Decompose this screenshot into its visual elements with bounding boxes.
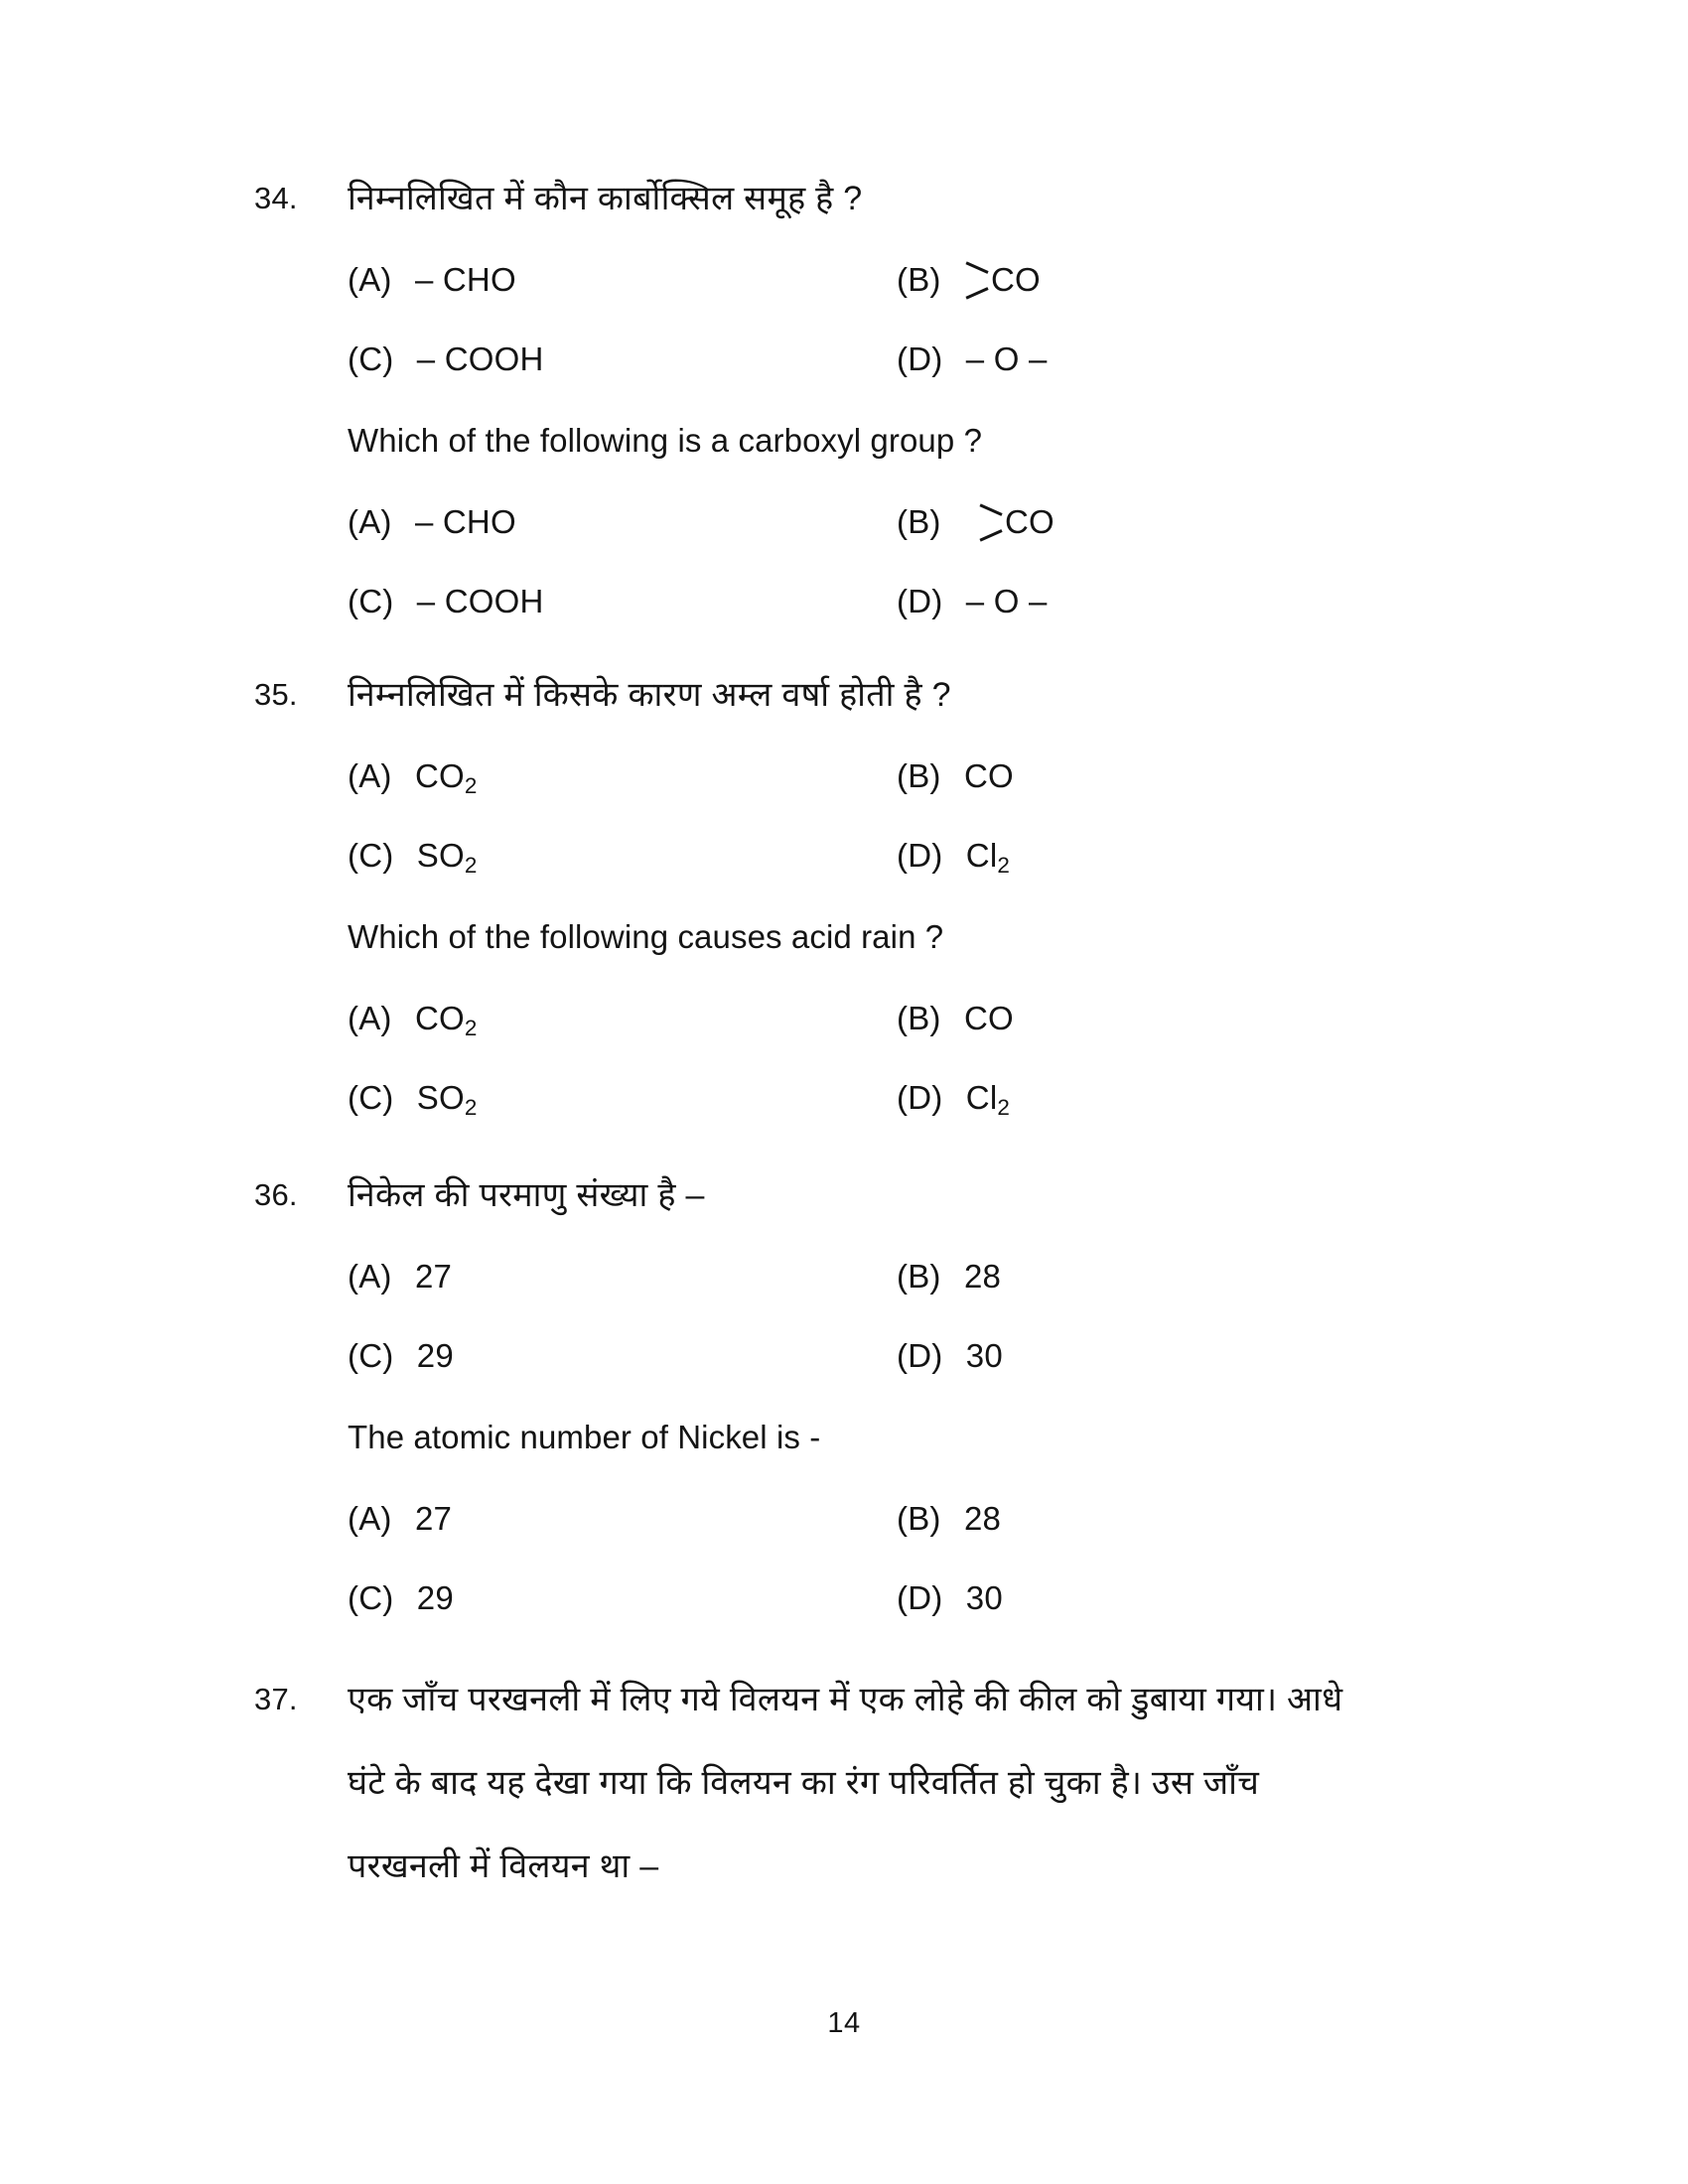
- option-34-hi-c-label: (C): [348, 341, 394, 377]
- option-35-en-b[interactable]: [897, 979, 1014, 1058]
- option-35-hi-c-label: (C): [348, 837, 394, 874]
- option-36-en-c-label: (C): [348, 1579, 394, 1616]
- question-35-prompt-hindi: निम्नलिखित में किसके कारण अम्ल वर्षा होती है ?: [348, 676, 951, 714]
- option-35-en-b-label: (B): [897, 1000, 941, 1036]
- option-34-en-d-label: (D): [897, 583, 943, 619]
- question-35-english-line: [0, 895, 1688, 979]
- option-34-hi-b-value: CO: [990, 261, 1041, 298]
- option-35-en-c-subscript: 2: [464, 1094, 478, 1120]
- question-36-hindi-options-row-2: [0, 1316, 1688, 1396]
- question-34-english-options-row-1: [0, 482, 1688, 562]
- option-36-hi-c-value: 29: [416, 1337, 454, 1374]
- option-34-en-d[interactable]: [897, 562, 1048, 641]
- question-36-english-options-row-1: [0, 1479, 1688, 1559]
- option-34-en-c-label: (C): [348, 583, 394, 619]
- option-36-en-c-value: 29: [416, 1579, 454, 1616]
- question-36-hindi-line: [0, 1154, 1688, 1237]
- option-35-hi-c-subscript: 2: [464, 852, 478, 878]
- question-35-prompt-english: Which of the following causes acid rain ?: [348, 918, 944, 955]
- option-34-hi-d[interactable]: [897, 320, 1048, 399]
- option-36-en-a[interactable]: [348, 1479, 452, 1559]
- option-36-hi-c-label: (C): [348, 1337, 394, 1374]
- option-36-en-c[interactable]: [348, 1559, 454, 1638]
- question-35-number: 35.: [254, 677, 298, 712]
- option-36-en-b-label: (B): [897, 1500, 941, 1537]
- option-35-hi-b-value: CO: [963, 757, 1014, 794]
- question-35-hindi-options-row-2: [0, 816, 1688, 895]
- option-35-hi-a-label: (A): [348, 757, 392, 794]
- option-36-hi-a[interactable]: [348, 1237, 452, 1316]
- question-36-number: 36.: [254, 1177, 298, 1212]
- option-35-en-a-value: CO: [414, 1000, 465, 1036]
- option-35-en-d-label: (D): [897, 1079, 943, 1116]
- option-34-en-c[interactable]: [348, 562, 544, 641]
- option-35-en-a-subscript: 2: [464, 1015, 478, 1040]
- option-35-en-a-label: (A): [348, 1000, 392, 1036]
- question-block-37: [0, 1658, 1688, 1908]
- option-35-hi-a-value: CO: [414, 757, 465, 794]
- option-34-hi-d-value: – O –: [965, 341, 1048, 377]
- option-35-en-d-subscript: 2: [997, 1094, 1010, 1120]
- question-37-prompt-line-2: घंटे के बाद यह देखा गया कि विलयन का रंग परिवर्तित हो चुका है। उस जाँच: [348, 1764, 1260, 1802]
- option-36-en-b[interactable]: [897, 1479, 1001, 1559]
- option-35-hi-c-value: SO: [416, 837, 465, 874]
- option-34-en-b-label: (B): [897, 503, 941, 540]
- question-35-english-options-row-2: [0, 1058, 1688, 1138]
- question-34-hindi-line: [0, 157, 1688, 240]
- option-36-hi-d-value: 30: [965, 1337, 1003, 1374]
- option-34-en-a-value: – CHO: [414, 503, 516, 540]
- option-35-en-c-label: (C): [348, 1079, 394, 1116]
- page-number: 14: [827, 2007, 861, 2039]
- question-35-english-options-row-1: [0, 979, 1688, 1058]
- question-34-hindi-options-row-1: [0, 240, 1688, 320]
- question-block-34: [0, 157, 1688, 641]
- question-34-prompt-hindi: निम्नलिखित में कौन कार्बोक्सिल समूह है ?: [348, 180, 863, 217]
- question-36-prompt-english: The atomic number of Nickel is -: [348, 1419, 821, 1455]
- option-35-en-d[interactable]: [897, 1058, 1010, 1148]
- option-34-en-b-value: CO: [1004, 503, 1055, 540]
- option-34-en-d-value: – O –: [965, 583, 1048, 619]
- option-34-hi-b[interactable]: [897, 240, 1041, 320]
- question-34-english-options-row-2: [0, 562, 1688, 641]
- option-36-en-d[interactable]: [897, 1559, 1003, 1638]
- option-36-en-b-value: 28: [963, 1500, 1002, 1537]
- option-36-hi-c[interactable]: [348, 1316, 454, 1396]
- option-34-hi-a[interactable]: [348, 240, 516, 320]
- question-34-hindi-options-row-2: [0, 320, 1688, 399]
- question-34-prompt-english: Which of the following is a carboxyl group ?: [348, 422, 983, 459]
- question-37-line-2: [0, 1741, 1688, 1825]
- question-block-35: [0, 653, 1688, 1138]
- question-35-hindi-line: [0, 653, 1688, 737]
- option-35-hi-d-label: (D): [897, 837, 943, 874]
- double-bond-gt-icon: [978, 504, 1004, 538]
- option-34-hi-a-value: – CHO: [414, 261, 516, 298]
- option-34-hi-b-label: (B): [897, 261, 941, 298]
- option-34-en-a-label: (A): [348, 503, 392, 540]
- question-37-line-1: [0, 1658, 1688, 1741]
- option-35-hi-b[interactable]: [897, 737, 1014, 816]
- option-35-hi-d-value: Cl: [965, 837, 998, 874]
- option-35-en-a[interactable]: [348, 979, 477, 1068]
- option-35-hi-d-subscript: 2: [997, 852, 1010, 878]
- option-35-en-c[interactable]: [348, 1058, 477, 1148]
- option-36-en-d-label: (D): [897, 1579, 943, 1616]
- question-34-english-line: [0, 399, 1688, 482]
- option-36-hi-b-label: (B): [897, 1258, 941, 1295]
- question-37-prompt-line-1: एक जाँच परखनली में लिए गये विलयन में एक लोहे की कील को डुबाया गया। आधे: [348, 1681, 1343, 1718]
- option-34-hi-d-label: (D): [897, 341, 943, 377]
- question-36-hindi-options-row-1: [0, 1237, 1688, 1316]
- option-36-hi-a-value: 27: [414, 1258, 453, 1295]
- option-34-hi-a-label: (A): [348, 261, 392, 298]
- question-36-english-line: [0, 1396, 1688, 1479]
- option-35-en-c-value: SO: [416, 1079, 465, 1116]
- option-34-en-c-value: – COOH: [416, 583, 544, 619]
- option-35-hi-d[interactable]: [897, 816, 1010, 905]
- option-34-hi-c-value: – COOH: [416, 341, 544, 377]
- question-37-prompt-line-3: परखनली में विलयन था –: [348, 1847, 659, 1885]
- option-36-hi-a-label: (A): [348, 1258, 392, 1295]
- option-36-hi-b-value: 28: [963, 1258, 1002, 1295]
- option-34-en-a[interactable]: [348, 482, 516, 562]
- option-36-hi-d-label: (D): [897, 1337, 943, 1374]
- option-35-hi-a-subscript: 2: [464, 772, 478, 798]
- double-bond-gt-icon: [964, 262, 990, 296]
- option-35-en-d-value: Cl: [965, 1079, 998, 1116]
- question-35-hindi-options-row-1: [0, 737, 1688, 816]
- option-34-hi-c[interactable]: [348, 320, 544, 399]
- option-34-en-b[interactable]: [897, 482, 1055, 562]
- question-37-number: 37.: [254, 1682, 298, 1716]
- option-35-hi-c[interactable]: [348, 816, 477, 905]
- option-35-hi-a[interactable]: [348, 737, 477, 826]
- question-36-prompt-hindi: निकेल की परमाणु संख्या है –: [348, 1176, 705, 1214]
- option-36-hi-b[interactable]: [897, 1237, 1001, 1316]
- question-block-36: [0, 1154, 1688, 1638]
- option-35-hi-b-label: (B): [897, 757, 941, 794]
- question-36-english-options-row-2: [0, 1559, 1688, 1638]
- question-37-line-3: [0, 1825, 1688, 1908]
- option-35-en-b-value: CO: [963, 1000, 1014, 1036]
- option-36-en-a-value: 27: [414, 1500, 453, 1537]
- option-36-en-a-label: (A): [348, 1500, 392, 1537]
- option-36-en-d-value: 30: [965, 1579, 1003, 1616]
- option-36-hi-d[interactable]: [897, 1316, 1003, 1396]
- question-34-number: 34.: [254, 181, 298, 215]
